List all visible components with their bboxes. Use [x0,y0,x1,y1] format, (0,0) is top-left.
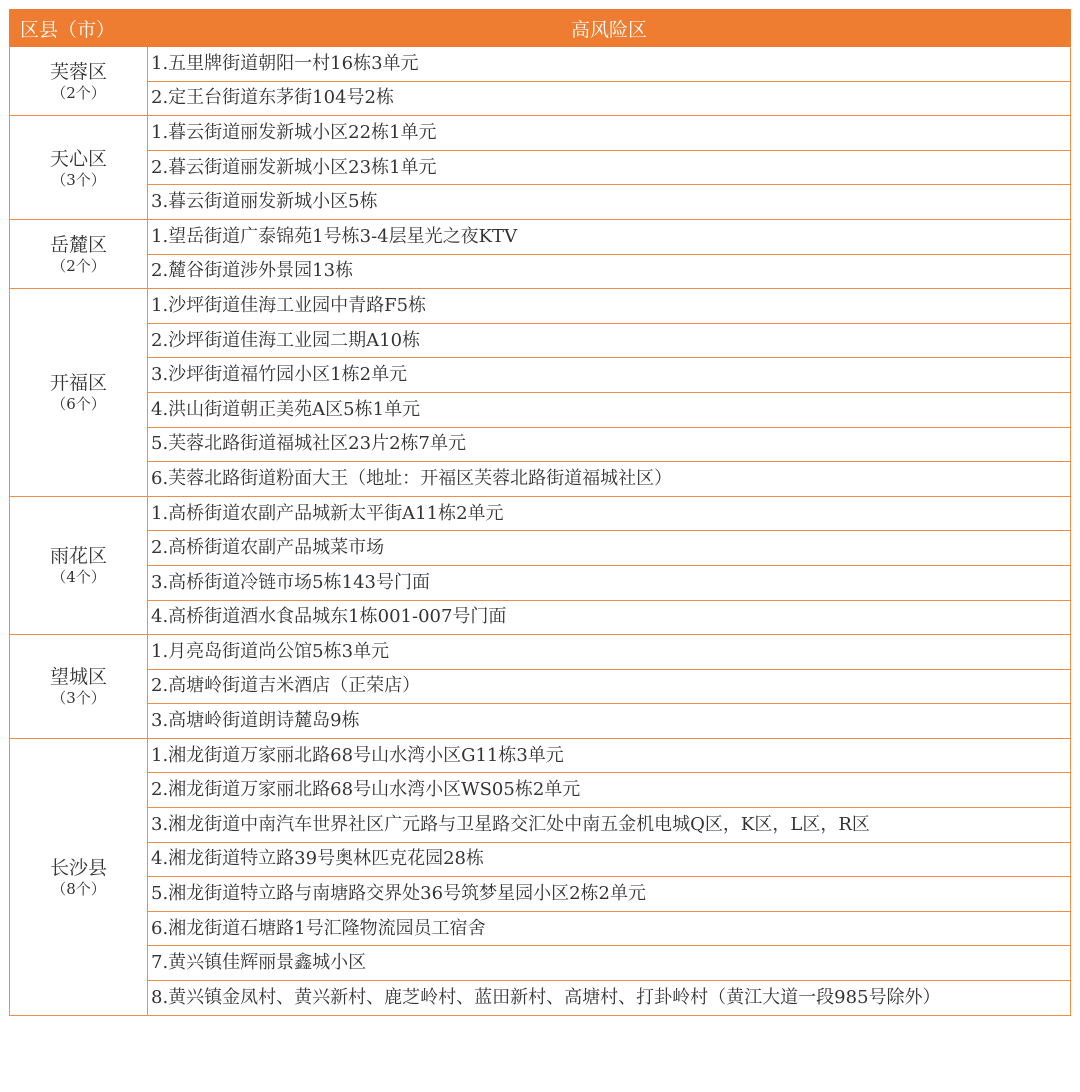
district-count: （2个） [51,257,106,276]
table-row [10,877,1071,912]
table-row [10,946,1071,981]
table-row [10,808,1071,843]
zone-address-cell: 7.黄兴镇佳辉丽景鑫城小区 [148,946,1071,981]
zone-address-cell: 1.五里牌街道朝阳一村16栋3单元 [148,47,1071,82]
district-name: 天心区 [49,147,107,170]
table-header [10,10,1071,47]
zone-address-cell: 6.芙蓉北路街道粉面大王（地址：开福区芙蓉北路街道福城社区） [148,462,1071,497]
zone-address-cell: 1.沙坪街道佳海工业园中青路F5栋 [148,289,1071,324]
district-count: （8个） [51,879,106,898]
zone-address-cell: 2.沙坪街道佳海工业园二期A10栋 [148,323,1071,358]
table-row [10,185,1071,220]
zone-column-header: 高风险区 [148,10,1071,47]
zone-address-cell: 1.暮云街道丽发新城小区22栋1单元 [148,116,1071,151]
zone-address-cell: 3.沙坪街道福竹园小区1栋2单元 [148,358,1071,393]
zone-address-cell: 2.高桥街道农副产品城菜市场 [148,531,1071,566]
district-count: （3个） [51,689,106,708]
zone-address-cell: 2.暮云街道丽发新城小区23栋1单元 [148,150,1071,185]
zone-address-cell: 4.洪山街道朝正美苑A区5栋1单元 [148,392,1071,427]
table-row [10,116,1071,151]
risk-zone-table-container [9,9,1079,1016]
district-cell [10,496,148,634]
zone-address-cell: 3.湘龙街道中南汽车世界社区广元路与卫星路交汇处中南五金机电城Q区，K区，L区，R区 [148,808,1071,843]
district-column-header: 区县（市） [10,10,148,47]
zone-address-cell: 2.高塘岭街道吉米酒店（正荣店） [148,669,1071,704]
zone-address-cell: 1.望岳街道广泰锦苑1号栋3-4层星光之夜KTV [148,219,1071,254]
district-count: （3个） [51,170,106,189]
header-row [10,10,1071,47]
table-row [10,81,1071,116]
table-row [10,600,1071,635]
district-cell [10,219,148,288]
zone-address-cell: 1.湘龙街道万家丽北路68号山水湾小区G11栋3单元 [148,738,1071,773]
district-name: 长沙县 [49,856,107,879]
district-cell [10,116,148,220]
district-cell [10,289,148,497]
table-row [10,911,1071,946]
table-row [10,531,1071,566]
district-name: 望城区 [49,666,107,689]
table-row [10,150,1071,185]
table-row [10,981,1071,1016]
district-name: 雨花区 [49,545,107,568]
table-row [10,635,1071,670]
table-row [10,496,1071,531]
table-row [10,462,1071,497]
zone-address-cell: 2.定王台街道东茅街104号2栋 [148,81,1071,116]
high-risk-zone-table [9,9,1071,1016]
district-count: （4个） [51,568,106,587]
table-row [10,289,1071,324]
district-cell [10,635,148,739]
district-name: 开福区 [49,372,107,395]
zone-address-cell: 3.暮云街道丽发新城小区5栋 [148,185,1071,220]
table-row [10,358,1071,393]
table-row [10,565,1071,600]
table-row [10,219,1071,254]
table-row [10,704,1071,739]
district-count: （2个） [51,84,106,103]
zone-address-cell: 8.黄兴镇金凤村、黄兴新村、鹿芝岭村、蓝田新村、高塘村、打卦岭村（黄江大道一段985号除外） [148,981,1071,1016]
table-row [10,427,1071,462]
table-row [10,669,1071,704]
table-row [10,323,1071,358]
zone-address-cell: 4.湘龙街道特立路39号奥林匹克花园28栋 [148,842,1071,877]
table-row [10,773,1071,808]
zone-address-cell: 6.湘龙街道石塘路1号汇隆物流园员工宿舍 [148,911,1071,946]
district-name: 芙蓉区 [49,61,107,84]
zone-address-cell: 3.高桥街道冷链市场5栋143号门面 [148,565,1071,600]
district-cell [10,47,148,116]
table-row [10,392,1071,427]
zone-address-cell: 1.月亮岛街道尚公馆5栋3单元 [148,635,1071,670]
district-cell [10,738,148,1015]
table-row [10,738,1071,773]
table-row [10,254,1071,289]
zone-address-cell: 3.高塘岭街道朗诗麓岛9栋 [148,704,1071,739]
district-name: 岳麓区 [49,234,107,257]
zone-address-cell: 2.湘龙街道万家丽北路68号山水湾小区WS05栋2单元 [148,773,1071,808]
zone-address-cell: 5.湘龙街道特立路与南塘路交界处36号筑梦星园小区2栋2单元 [148,877,1071,912]
zone-address-cell: 4.高桥街道酒水食品城东1栋001-007号门面 [148,600,1071,635]
zone-address-cell: 5.芙蓉北路街道福城社区23片2栋7单元 [148,427,1071,462]
table-body [10,47,1071,1016]
zone-address-cell: 1.高桥街道农副产品城新太平街A11栋2单元 [148,496,1071,531]
table-row [10,47,1071,82]
table-row [10,842,1071,877]
district-count: （6个） [51,395,106,414]
zone-address-cell: 2.麓谷街道涉外景园13栋 [148,254,1071,289]
